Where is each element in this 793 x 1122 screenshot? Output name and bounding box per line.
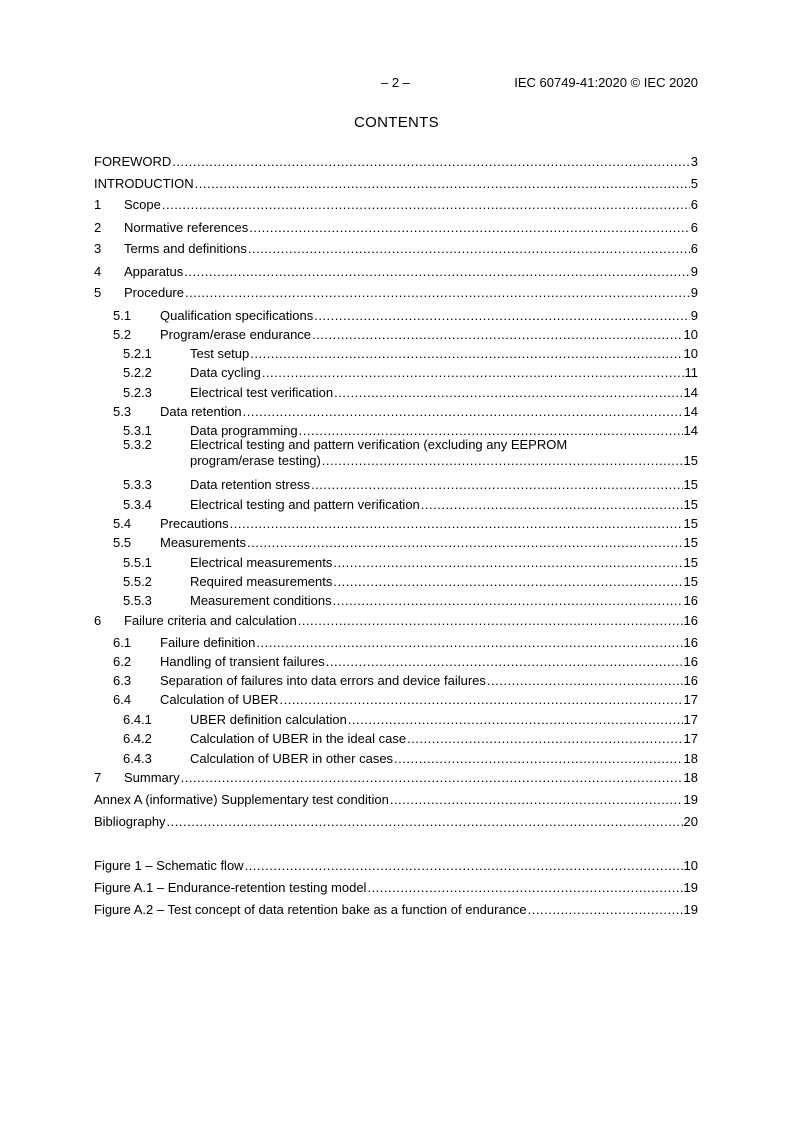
toc-entry-title: Qualification specifications	[160, 308, 314, 323]
dot-leader	[333, 592, 683, 610]
dot-leader	[245, 857, 683, 875]
dot-leader	[348, 711, 683, 729]
toc-entry-title: INTRODUCTION	[94, 176, 194, 191]
toc-entry-title: Electrical testing and pattern verification (excluding any EEPROM	[190, 437, 568, 452]
toc-entry-title: Apparatus	[124, 264, 184, 279]
dot-leader	[334, 384, 682, 402]
toc-entry-title: Test setup	[190, 346, 250, 361]
toc-entry-title: Normative references	[124, 220, 249, 235]
toc-entry[interactable]	[94, 384, 698, 402]
toc-entry-number: 5.5	[113, 535, 132, 550]
dot-leader	[250, 345, 682, 363]
toc-entry-title: Calculation of UBER in the ideal case	[190, 731, 407, 746]
toc-entry-title: Data retention	[160, 404, 242, 419]
toc-entry-page: 16	[683, 593, 698, 608]
toc-entry[interactable]	[94, 573, 698, 591]
dot-leader	[195, 175, 690, 193]
toc-entry-number: 5.3.4	[123, 497, 152, 512]
toc-entry[interactable]	[94, 672, 698, 690]
dot-leader	[333, 554, 682, 572]
toc-entry-number: 5.5.1	[123, 555, 152, 570]
toc-entry-title: Electrical test verification	[190, 385, 334, 400]
dot-leader	[314, 307, 690, 325]
toc-entry-title: Procedure	[124, 285, 184, 300]
toc-entry-title: Electrical measurements	[190, 555, 333, 570]
dot-leader	[322, 452, 683, 470]
standard-reference: IEC 60749-41:2020 © IEC 2020	[514, 75, 698, 90]
toc-entry[interactable]	[94, 634, 698, 652]
toc-entry-number: 4	[94, 264, 102, 279]
toc-entry-title: Handling of transient failures	[160, 654, 325, 669]
toc-entry-page: 15	[683, 477, 698, 492]
toc-entry-number: 5.2.1	[123, 346, 152, 361]
toc-entry-page: 3	[690, 154, 698, 169]
toc-entry-page: 6	[690, 197, 698, 212]
toc-entry-title: Program/erase endurance	[160, 327, 312, 342]
toc-entry-title: Figure 1 – Schematic flow	[94, 858, 244, 873]
toc-entry-page: 16	[683, 635, 698, 650]
dot-leader	[394, 750, 682, 768]
toc-entry-number: 6.3	[113, 673, 132, 688]
toc-entry[interactable]	[94, 901, 698, 919]
toc-entry-page: 9	[690, 264, 698, 279]
toc-entry[interactable]	[94, 612, 698, 630]
toc-entry-page: 15	[683, 453, 698, 468]
toc-entry-title: Figure A.2 – Test concept of data retention bake as a function of endurance	[94, 902, 527, 917]
toc-entry-number: 5.3.2	[123, 437, 152, 452]
toc-entry-page: 6	[690, 241, 698, 256]
toc-entry-page: 15	[683, 535, 698, 550]
toc-entry[interactable]	[94, 750, 698, 768]
dot-leader	[407, 730, 682, 748]
toc-entry-title: Scope	[124, 197, 161, 212]
toc-entry-number: 6.4	[113, 692, 132, 707]
toc-entry-number: 6.2	[113, 654, 132, 669]
toc-entry-number: 2	[94, 220, 102, 235]
toc-entry-page: 14	[683, 385, 698, 400]
toc-entry[interactable]	[94, 284, 698, 302]
toc-entry-number: 6.4.1	[123, 712, 152, 727]
toc-entry-number: 6.4.2	[123, 731, 152, 746]
toc-entry[interactable]	[94, 326, 698, 344]
toc-entry-page: 10	[683, 858, 698, 873]
toc-entry-title: Calculation of UBER in other cases	[190, 751, 394, 766]
toc-entry-number: 1	[94, 197, 102, 212]
toc-entry[interactable]	[94, 436, 698, 470]
toc-entry-number: 6.4.3	[123, 751, 152, 766]
toc-entry[interactable]	[94, 653, 698, 671]
dot-leader	[262, 364, 684, 382]
toc-entry-page: 14	[683, 404, 698, 419]
dot-leader	[249, 219, 689, 237]
toc-entry[interactable]	[94, 240, 698, 258]
toc-entry-page: 19	[683, 902, 698, 917]
toc-entry-number: 5.1	[113, 308, 132, 323]
dot-leader	[367, 879, 682, 897]
toc-entry[interactable]	[94, 219, 698, 237]
toc-entry-page: 9	[690, 285, 698, 300]
toc-entry-title: Calculation of UBER	[160, 692, 279, 707]
toc-entry-number: 6	[94, 613, 102, 628]
toc-entry-title: Electrical testing and pattern verification	[190, 497, 420, 512]
toc-entry-page: 17	[683, 692, 698, 707]
toc-entry[interactable]	[94, 534, 698, 552]
dot-leader	[248, 240, 690, 258]
toc-entry-page: 11	[684, 365, 698, 380]
page-number: – 2 –	[381, 75, 410, 90]
toc-entry-title: Precautions	[160, 516, 229, 531]
toc-entry-title: Required measurements	[190, 574, 333, 589]
toc-entry-page: 18	[683, 770, 698, 785]
toc-entry[interactable]	[94, 175, 698, 193]
toc-entry[interactable]	[94, 730, 698, 748]
toc-entry-number: 6.1	[113, 635, 132, 650]
toc-entry-title: Bibliography	[94, 814, 166, 829]
dot-leader	[172, 153, 689, 171]
toc-entry-title: Terms and definitions	[124, 241, 247, 256]
toc-entry-number: 5.5.2	[123, 574, 152, 589]
dot-leader	[487, 672, 683, 690]
toc-entry[interactable]	[94, 307, 698, 325]
toc-entry-number: 3	[94, 241, 102, 256]
dot-leader	[312, 326, 683, 344]
toc-entry-page: 17	[683, 712, 698, 727]
toc-entry[interactable]	[94, 857, 698, 875]
toc-entry-page: 10	[683, 346, 698, 361]
toc-entry[interactable]	[94, 263, 698, 281]
toc-entry-page: 10	[683, 327, 698, 342]
toc-entry-page: 17	[683, 731, 698, 746]
toc-entry-number: 5.3	[113, 404, 132, 419]
toc-entry-title: FOREWORD	[94, 154, 172, 169]
toc-entry[interactable]	[94, 153, 698, 171]
toc-entry-page: 19	[683, 880, 698, 895]
toc-entry-title: Data programming	[190, 423, 298, 438]
toc-entry-page: 16	[683, 613, 698, 628]
page-title: CONTENTS	[354, 114, 439, 131]
toc-entry[interactable]	[94, 403, 698, 421]
toc-entry-title: Annex A (informative) Supplementary test condition	[94, 792, 389, 807]
toc-entry-page: 18	[683, 751, 698, 766]
toc-entry[interactable]	[94, 496, 698, 514]
toc-entry[interactable]	[94, 196, 698, 214]
dot-leader	[167, 813, 683, 831]
toc-entry[interactable]	[94, 813, 698, 831]
toc-entry[interactable]	[94, 769, 698, 787]
toc-entry-number: 5.3.1	[123, 423, 152, 438]
dot-leader	[184, 263, 690, 281]
toc-entry[interactable]	[94, 879, 698, 897]
dot-leader	[333, 573, 682, 591]
dot-leader	[243, 403, 683, 421]
toc-entry-page: 16	[683, 673, 698, 688]
toc-entry-page: 15	[683, 516, 698, 531]
dot-leader	[185, 284, 690, 302]
toc-entry-number: 5.5.3	[123, 593, 152, 608]
toc-entry-title: Separation of failures into data errors and device failures	[160, 673, 486, 688]
toc-entry[interactable]	[94, 345, 698, 363]
toc-entry-title: Figure A.1 – Endurance-retention testing model	[94, 880, 367, 895]
toc-entry-number: 5.2.3	[123, 385, 152, 400]
toc-entry[interactable]	[94, 515, 698, 533]
dot-leader	[181, 769, 683, 787]
toc-entry-number: 5	[94, 285, 102, 300]
toc-entry[interactable]	[94, 364, 698, 382]
dot-leader	[256, 634, 682, 652]
dot-leader	[162, 196, 690, 214]
toc-entry-title: Measurement conditions	[190, 593, 332, 608]
toc-entry-page: 14	[683, 423, 698, 438]
toc-entry-title: UBER definition calculation	[190, 712, 347, 727]
toc-entry-page: 15	[683, 574, 698, 589]
toc-entry[interactable]	[94, 554, 698, 572]
toc-entry-number: 5.2.2	[123, 365, 152, 380]
toc-entry-title: Data retention stress	[190, 477, 310, 492]
toc-entry-page: 15	[683, 555, 698, 570]
dot-leader	[298, 612, 683, 630]
toc-entry[interactable]	[94, 711, 698, 729]
toc-entry-number: 5.4	[113, 516, 132, 531]
toc-entry-page: 20	[683, 814, 698, 829]
toc-entry-title: Measurements	[160, 535, 246, 550]
toc-entry-title: Data cycling	[190, 365, 261, 380]
toc-entry-number: 5.2	[113, 327, 132, 342]
toc-entry-title: Summary	[124, 770, 180, 785]
dot-leader	[326, 653, 683, 671]
dot-leader	[390, 791, 683, 809]
toc-entry[interactable]	[94, 592, 698, 610]
dot-leader	[421, 496, 683, 514]
toc-entry[interactable]	[94, 691, 698, 709]
toc-entry-page: 19	[683, 792, 698, 807]
dot-leader	[230, 515, 683, 533]
toc-entry-page: 15	[683, 497, 698, 512]
toc-entry-page: 9	[690, 308, 698, 323]
dot-leader	[311, 476, 683, 494]
toc-entry-title-continued: program/erase testing)	[190, 453, 321, 468]
toc-entry-number: 5.3.3	[123, 477, 152, 492]
toc-entry-number: 7	[94, 770, 102, 785]
toc-entry[interactable]	[94, 791, 698, 809]
toc-entry-title: Failure definition	[160, 635, 256, 650]
toc-entry-page: 16	[683, 654, 698, 669]
toc-entry-page: 5	[690, 176, 698, 191]
toc-entry[interactable]	[94, 476, 698, 494]
toc-entry-page: 6	[690, 220, 698, 235]
toc-entry-title: Failure criteria and calculation	[124, 613, 297, 628]
dot-leader	[247, 534, 683, 552]
dot-leader	[528, 901, 683, 919]
dot-leader	[280, 691, 683, 709]
